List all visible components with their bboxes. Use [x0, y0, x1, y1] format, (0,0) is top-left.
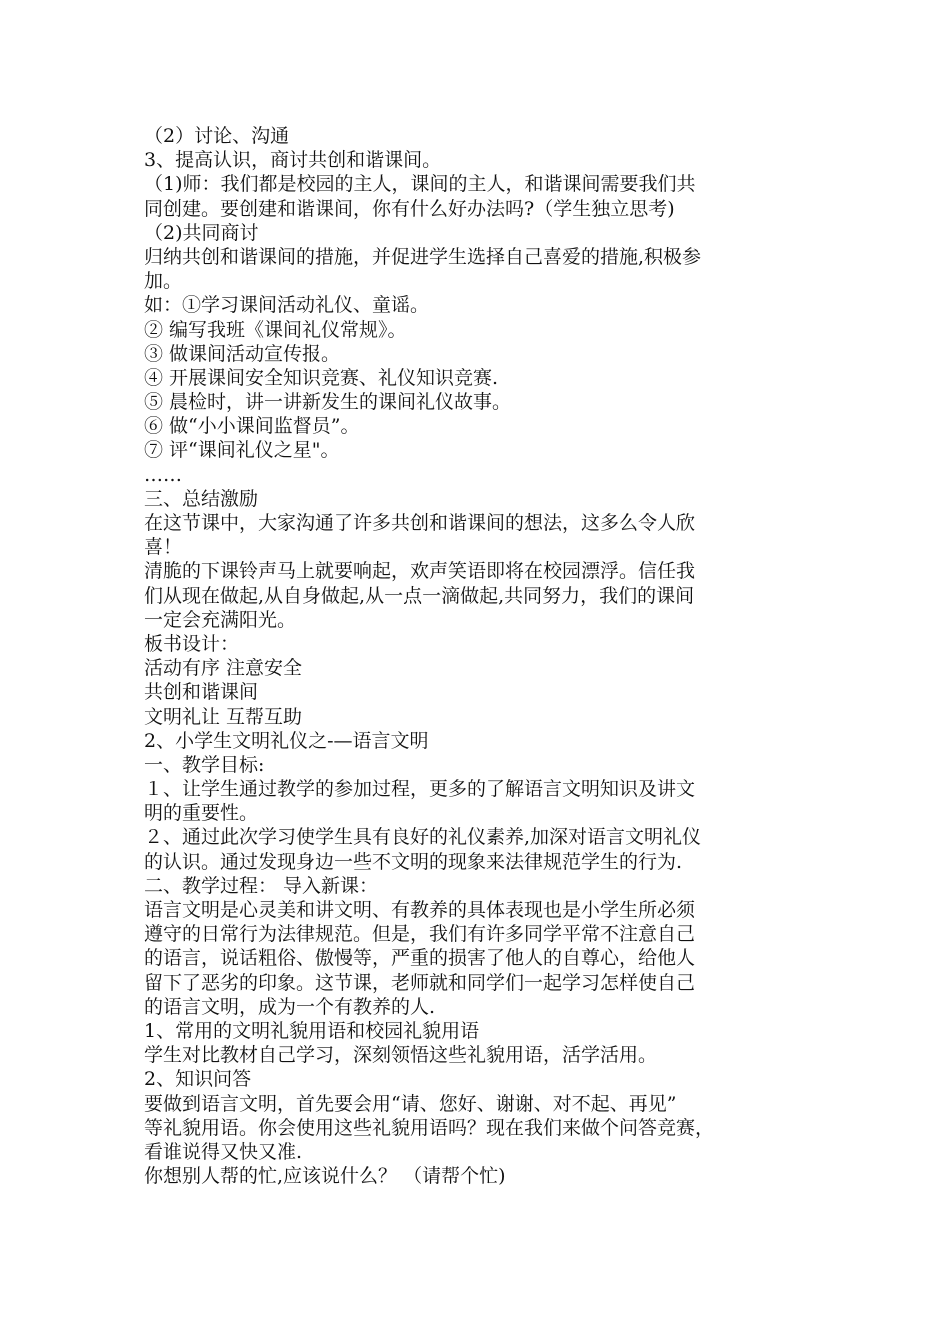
text-line: 明的重要性。: [144, 802, 259, 825]
text-line: 归纳共创和谐课间的措施，并促进学生选择自己喜爱的措施,积极参: [144, 245, 702, 268]
text-line: ２、通过此次学习使学生具有良好的礼仪素养,加深对语言文明礼仪: [144, 826, 702, 849]
section-heading: 三、总结激励: [144, 487, 259, 510]
section-heading: 2、小学生文明礼仪之-—语言文明: [144, 729, 429, 752]
text-line: （1)师：我们都是校园的主人，课间的主人，和谐课间需要我们共: [144, 173, 696, 196]
text-line: ……: [144, 463, 182, 486]
text-line: 一定会充满阳光。: [144, 608, 297, 631]
text-line: 文明礼让 互帮互助: [144, 705, 303, 728]
text-line: 留下了恶劣的印象。这节课，老师就和同学们一起学习怎样使自己: [144, 971, 696, 994]
text-line: １、让学生通过教学的参加过程，更多的了解语言文明知识及讲文: [144, 778, 696, 801]
text-line: 共创和谐课间: [144, 681, 259, 704]
text-line: 清脆的下课铃声马上就要响起，欢声笑语即将在校园漂浮。信任我: [144, 560, 696, 583]
text-line: 等礼貌用语。你会使用这些礼貌用语吗？现在我们来做个问答竞赛，: [144, 1116, 715, 1139]
text-line: 的语言，说话粗俗、傲慢等，严重的损害了他人的自尊心，给他人: [144, 947, 696, 970]
text-line: 们从现在做起,从自身做起,从一点一滴做起,共同努力，我们的课间: [144, 584, 695, 607]
text-line: 如：①学习课间活动礼仪、童谣。: [144, 294, 430, 317]
text-line: 看谁说得又快又准.: [144, 1140, 303, 1163]
text-line: 3、提高认识，商讨共创和谐课间。: [144, 149, 442, 172]
text-line: （2）讨论、沟通: [144, 125, 290, 147]
text-line: ③ 做课间活动宣传报。: [144, 342, 341, 365]
text-line: 遵守的日常行为法律规范。但是，我们有许多同学平常不注意自己: [144, 923, 696, 946]
text-line: ④ 开展课间安全知识竞赛、礼仪知识竞赛.: [144, 366, 499, 389]
text-line: ⑦ 评“课间礼仪之星"。: [144, 439, 340, 462]
text-line: ⑥ 做“小小课间监督员”。: [144, 415, 360, 438]
text-line: 的认识。通过发现身边一些不文明的现象来法律规范学生的行为.: [144, 850, 683, 873]
section-heading: 一、教学目标:: [144, 753, 265, 776]
text-line: 你想别人帮的忙,应该说什么？ （请帮个忙): [144, 1165, 506, 1188]
text-line: ⑤ 晨检时，讲一讲新发生的课间礼仪故事。: [144, 391, 512, 414]
text-line: 要做到语言文明，首先要会用“请、您好、谢谢、对不起、再见”: [144, 1092, 677, 1115]
text-line: （2)共同商讨: [144, 221, 259, 244]
text-line: ② 编写我班《课间礼仪常规》。: [144, 318, 407, 341]
document-page: [144, 124, 816, 1188]
text-line: 加。: [144, 270, 183, 293]
text-line: 板书设计：: [144, 632, 240, 655]
text-line: 语言文明是心灵美和讲文明、有教养的具体表现也是小学生所必须: [144, 899, 696, 921]
section-heading: 二、教学过程： 导入新课：: [144, 874, 379, 897]
text-line: 喜！: [144, 536, 183, 559]
text-line: 2、知识问答: [144, 1068, 252, 1091]
text-line: 的语言文明，成为一个有教养的人.: [144, 995, 436, 1018]
text-line: 同创建。要创建和谐课间，你有什么好办法吗?（学生独立思考): [144, 197, 675, 220]
text-line: 1、常用的文明礼貌用语和校园礼貌用语: [144, 1019, 480, 1042]
text-line: 活动有序 注意安全: [144, 657, 303, 680]
text-line: 学生对比教材自己学习，深刻领悟这些礼貌用语，活学活用。: [144, 1044, 658, 1067]
text-line: 在这节课中，大家沟通了许多共创和谐课间的想法，这多么令人欣: [144, 512, 696, 534]
